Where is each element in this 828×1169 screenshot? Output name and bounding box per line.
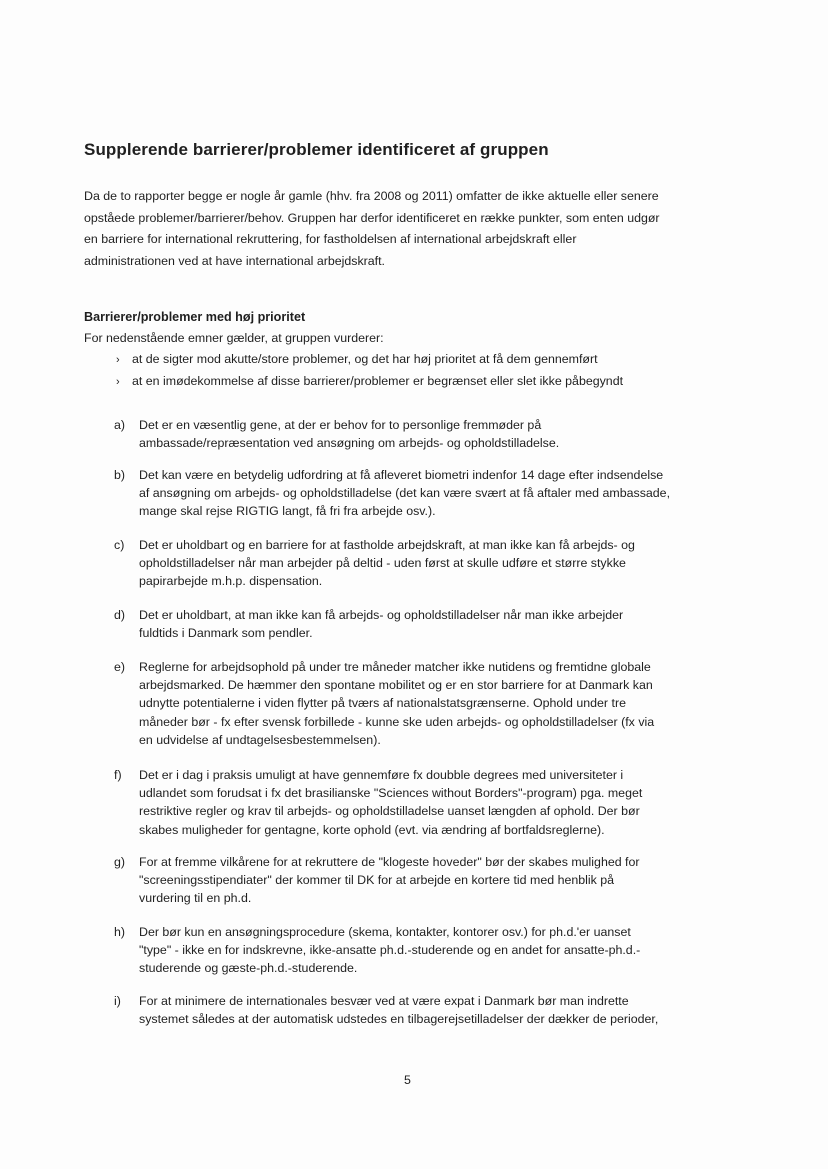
- item-line: ambassade/repræsentation ved ansøgning om arbejds- og opholdstilladelse.: [139, 436, 560, 451]
- intro-line: Da de to rapporter begge er nogle år gamle (hhv. fra 2008 og 2011) omfatter de ikke aktuelle eller senere: [84, 189, 659, 203]
- item-line: mange skal rejse RIGTIG langt, få fri fra arbejde osv.).: [139, 504, 436, 519]
- item-letter: a): [114, 418, 126, 432]
- item-line: af ansøgning om arbejds- og opholdstilladelse (det kan være svært at få aftaler med ambassade,: [139, 486, 671, 501]
- item-line: fuldtids i Danmark som pendler.: [139, 626, 313, 641]
- item-body: [139, 416, 754, 452]
- bullet-arrow-icon: ›: [116, 354, 120, 366]
- item-line: studerende og gæste-ph.d.-studerende.: [139, 961, 358, 976]
- item-body: [139, 766, 754, 839]
- item-letter: e): [114, 660, 126, 674]
- item-line: restriktive regler og krav til arbejds- og opholdstilladelse uanset længden af ophold. Der bør: [139, 804, 640, 819]
- item-line: For at minimere de internationales besvær ved at være expat i Danmark bør man indrette: [139, 994, 629, 1008]
- item-body: [139, 853, 754, 908]
- item-line: en udvidelse af undtagelsesbestemmelsen).: [139, 732, 381, 747]
- intro-line: en barriere for international rekruttering, for fastholdelsen af international arbejdskraft eller: [84, 232, 577, 246]
- item-letter: c): [114, 538, 125, 552]
- item-letter: i): [114, 994, 121, 1008]
- item-line: skabes muligheder for gentagne, korte ophold (evt. via ændring af bortfaldsreglerne).: [139, 822, 605, 837]
- item-body: [139, 536, 754, 591]
- item-line: Det er uholdbart og en barriere for at fastholde arbejdskraft, at man ikke kan få arbejds- og: [139, 538, 635, 552]
- lead-sentence: For nedenstående emner gælder, at gruppen vurderer:: [84, 331, 384, 345]
- item-line: Det er en væsentlig gene, at der er behov for to personlige fremmøder på: [139, 418, 542, 432]
- bullet-item: [116, 352, 598, 366]
- item-line: "screeningsstipendiater" der kommer til DK for at arbejde en kortere tid med henblik på: [139, 873, 615, 888]
- item-letter: b): [114, 468, 126, 482]
- item-line: Der bør kun en ansøgningsprocedure (skema, kontakter, kontorer osv.) for ph.d.'er uanset: [139, 925, 631, 939]
- bullet-item: [116, 374, 623, 388]
- item-letter: f): [114, 768, 122, 782]
- item-line: Reglerne for arbejdsophold på under tre måneder matcher ikke nutidens og fremtidne globale: [139, 660, 651, 674]
- item-line: udlandet som forudsat i fx det brasilianske "Sciences without Borders"-program) pga. meget: [139, 786, 643, 801]
- item-line: Det er uholdbart, at man ikke kan få arbejds- og opholdstilladelser når man ikke arbejder: [139, 608, 624, 622]
- item-line: opholdstilladelser når man arbejder på deltid - uden først at skulle udføre et større stykke: [139, 556, 626, 571]
- item-line: Det er i dag i praksis umuligt at have gennemføre fx doubble degrees med universiteter i: [139, 768, 624, 782]
- item-body: [139, 992, 754, 1028]
- intro-line: opståede problemer/barrierer/behov. Gruppen har derfor identificeret en række punkter, som enten udgør: [84, 210, 660, 225]
- item-line: "type" - ikke en for indskrevne, ikke-ansatte ph.d.-studerende og en andet for ansatte-ph.d.-: [139, 943, 641, 958]
- item-line: papirarbejde m.h.p. dispensation.: [139, 574, 323, 589]
- item-body: [139, 466, 754, 521]
- bullet-text: at en imødekommelse af disse barrierer/problemer er begrænset eller slet ikke påbegyndt: [132, 374, 624, 388]
- item-line: vurdering til en ph.d.: [139, 891, 252, 906]
- item-letter: g): [114, 855, 126, 869]
- item-line: måneder bør - fx efter svensk forbillede - kunne ske uden arbejds- og opholdstilladelser (fx via: [139, 714, 655, 729]
- item-body: [139, 606, 754, 642]
- section-heading: Supplerende barrierer/problemer identificeret af gruppen: [84, 140, 549, 159]
- bullet-text: at de sigter mod akutte/store problemer, og det har høj prioritet at få dem gennemført: [132, 352, 598, 366]
- item-line: udnytte potentialerne i viden flytter på tværs af nationalstatsgrænserne. Ophold under tre: [139, 696, 626, 711]
- priority-subheading: Barrierer/problemer med høj prioritet: [84, 310, 306, 324]
- item-line: For at fremme vilkårene for at rekruttere de "klogeste hoveder" bør der skabes mulighed for: [139, 855, 640, 869]
- intro-paragraph: [84, 186, 734, 272]
- item-line: Det kan være en betydelig udfordring at få afleveret biometri indenfor 14 dage efter indsendelse: [139, 468, 664, 482]
- item-body: [139, 923, 754, 978]
- intro-line: administrationen ved at have international arbejdskraft.: [84, 253, 385, 268]
- bullet-arrow-icon: ›: [116, 376, 120, 388]
- page-number: 5: [404, 1073, 411, 1087]
- item-letter: d): [114, 608, 126, 622]
- item-letter: h): [114, 925, 126, 939]
- item-line: systemet således at der automatisk udstedes en tilbagerejsetilladelser der dækker de perioder,: [139, 1012, 659, 1027]
- item-line: arbejdsmarked. De hæmmer den spontane mobilitet og er en stor barriere for at Danmark kan: [139, 678, 653, 693]
- item-body: [139, 658, 754, 749]
